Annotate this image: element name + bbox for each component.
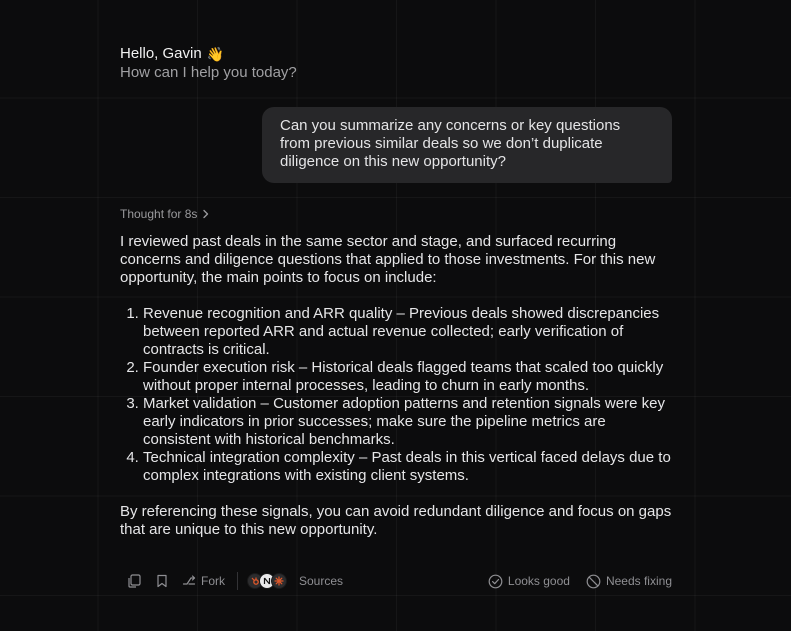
list-item: 3. Market validation – Customer adoption patterns and retention signals were key early indicators in prior successes; make sure the pipeline metrics are consistent with historical benchmarks. xyxy=(143,395,676,449)
fork-button[interactable] xyxy=(182,574,225,588)
list-item: 2. Founder execution risk – Historical deals flagged teams that scaled too quickly without proper internal processes, leading to churn in early months. xyxy=(143,359,676,395)
thought-label: Thought for 8s xyxy=(120,207,198,221)
response-actions xyxy=(124,570,672,592)
looks-good-button[interactable] xyxy=(488,574,570,589)
copy-icon xyxy=(127,574,141,588)
copy-button[interactable] xyxy=(124,571,144,591)
user-message-bubble: Can you summarize any concerns or key questions from previous similar deals so we don’t duplicate diligence on this new opportunity? xyxy=(262,107,672,183)
actions-divider xyxy=(237,572,238,590)
greeting xyxy=(120,44,297,82)
response-list xyxy=(120,305,676,485)
response-outro: By referencing these signals, you can avoid redundant diligence and focus on gaps that are unique to this new opportunity. xyxy=(120,503,672,538)
thought-toggle[interactable] xyxy=(120,207,210,221)
greeting-subtitle: How can I help you today? xyxy=(120,64,297,81)
response-intro: I reviewed past deals in the same sector and stage, and surfaced recurring concerns and diligence questions that applied to those investments. For this new opportunity, the main points to focus on include: xyxy=(120,233,656,286)
check-circle-icon xyxy=(488,574,503,589)
list-item: 1. Revenue recognition and ARR quality – Previous deals showed discrepancies between reported ARR and actual revenue collected; early verification of contracts is critical. xyxy=(143,305,676,359)
sparkle-source-icon xyxy=(271,573,287,589)
needs-fixing-label: Needs fixing xyxy=(605,574,672,588)
chevron-right-icon xyxy=(202,209,210,219)
fork-icon xyxy=(182,574,196,588)
fork-label: Fork xyxy=(201,574,225,588)
greeting-hello-text: Hello, Gavin xyxy=(120,45,202,62)
source-icons xyxy=(247,573,283,589)
looks-good-label: Looks good xyxy=(507,574,570,588)
prohibited-icon xyxy=(586,574,601,589)
assistant-response xyxy=(120,233,676,539)
bookmark-icon xyxy=(156,574,168,588)
greeting-hello xyxy=(120,44,297,63)
wave-icon: 👋 xyxy=(206,45,225,62)
list-item: 4. Technical integration complexity – Past deals in this vertical faced delays due to complex integrations with existing client systems. xyxy=(143,449,676,485)
sources-button[interactable] xyxy=(247,573,343,589)
bookmark-button[interactable] xyxy=(152,571,172,591)
sources-label: Sources xyxy=(299,574,344,588)
needs-fixing-button[interactable] xyxy=(586,574,672,589)
